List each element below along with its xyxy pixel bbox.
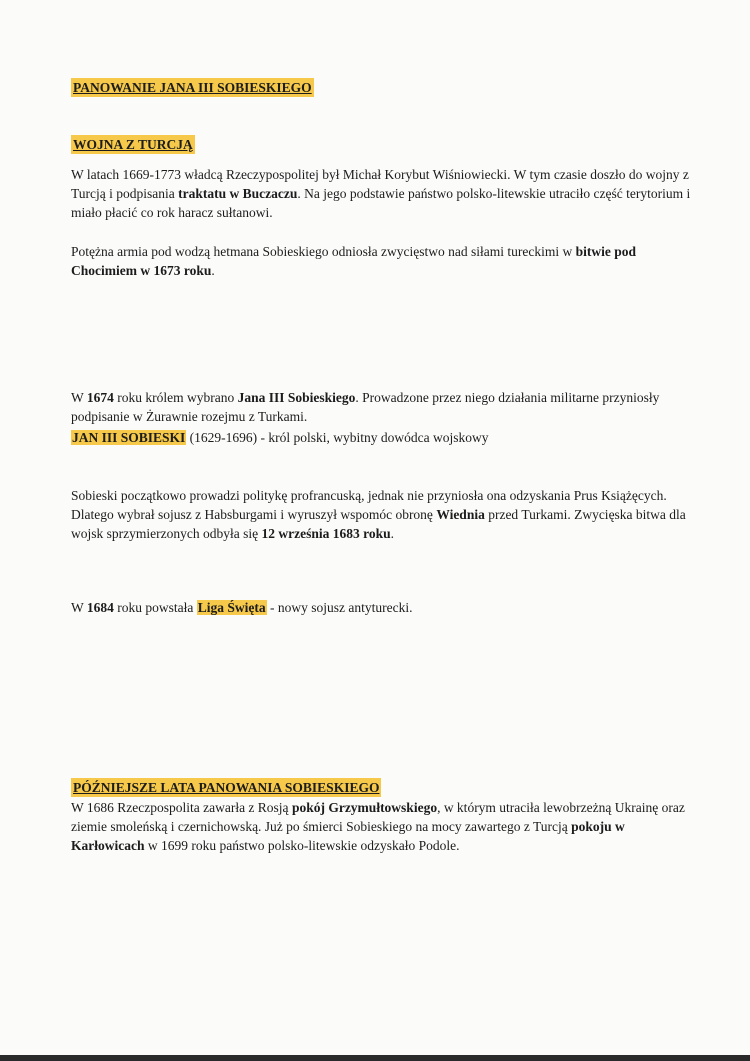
text: - nowy sojusz antyturecki. (266, 600, 413, 615)
text: roku królem wybrano (113, 390, 238, 405)
text: Potężna armia pod wodzą hetmana Sobieskiego odniosła zwycięstwo nad siłami tureckimi w (71, 244, 576, 259)
bold-text: 1674 (86, 390, 114, 405)
paragraph-wisniowiecki (71, 165, 691, 222)
highlighted-term: JAN III SOBIESKI (72, 430, 186, 445)
title-block (71, 78, 691, 97)
section-heading-later: PÓŹNIEJSZE LATA PANOWANIA SOBIESKIEGO (73, 780, 380, 795)
paragraph-election (71, 388, 691, 426)
text: W latach 1669-1773 władcą Rzeczypospolitej był Michał Korybut Wiśniowiecki. W tym czasie doszło do wojny z Turcją i podpisania (71, 167, 689, 201)
text: W 1686 Rzeczpospolita zawarła z Rosją (71, 800, 292, 815)
bold-text: Jana III Sobieskiego (237, 390, 356, 405)
text: . (211, 263, 215, 278)
text: (1629-1696) - król polski, wybitny dowódca wojskowy (186, 430, 489, 445)
paragraph-chocim (71, 242, 691, 280)
war-heading-block (71, 135, 691, 154)
text: . Prowadzone przez niego działania militarne przyniosły podpisanie w Żurawnie rozejmu z Turkami. (71, 390, 660, 424)
text: W (71, 390, 87, 405)
bold-text: pokój Grzymułtowskiego (291, 800, 438, 815)
bold-text: traktatu w Buczaczu (178, 186, 298, 201)
page-title: PANOWANIE JANA III SOBIESKIEGO (73, 80, 312, 95)
text: roku powstała (113, 600, 197, 615)
text: , w którym utraciła lewobrzeżną Ukrainę oraz ziemie smoleńską i czernichowską. Już po śmierci Sobieskiego na mocy zawartego z Turcją (71, 800, 685, 834)
scan-edge (0, 1055, 750, 1061)
bold-text: 1684 (86, 600, 114, 615)
text: W (71, 600, 87, 615)
paragraph-later-years (71, 798, 691, 855)
highlighted-term: Liga Święta (197, 600, 266, 615)
text: w 1699 roku państwo polsko-litewskie odzyskało Podole. (144, 838, 460, 853)
paragraph-holy-league (71, 598, 691, 617)
bold-text: pokoju w Karłowicach (71, 819, 625, 853)
text: Sobieski początkowo prowadzi politykę profrancuską, jednak nie przyniosła ona odzyskania Prus Książęcych. Dlatego wybrał sojusz z Habsburgami i wyruszył wspomóc obronę (71, 488, 667, 522)
bold-text: bitwie pod Chocimiem w 1673 roku (71, 244, 637, 278)
paragraph-vienna (71, 486, 691, 543)
text: . (390, 526, 394, 541)
text: przed Turkami. Zwycięska bitwa dla wojsk sprzymierzonych odbyła się (71, 507, 686, 541)
bold-text: Wiednia (436, 507, 485, 522)
section-heading-war: WOJNA Z TURCJĄ (73, 137, 193, 152)
definition-jan-iii (71, 428, 691, 447)
bold-text: 12 września 1683 roku (261, 526, 391, 541)
text: . Na jego podstawie państwo polsko-litewskie utraciło część terytorium i miało płacić co rok haracz sułtanowi. (71, 186, 691, 220)
later-heading-block (71, 778, 691, 797)
